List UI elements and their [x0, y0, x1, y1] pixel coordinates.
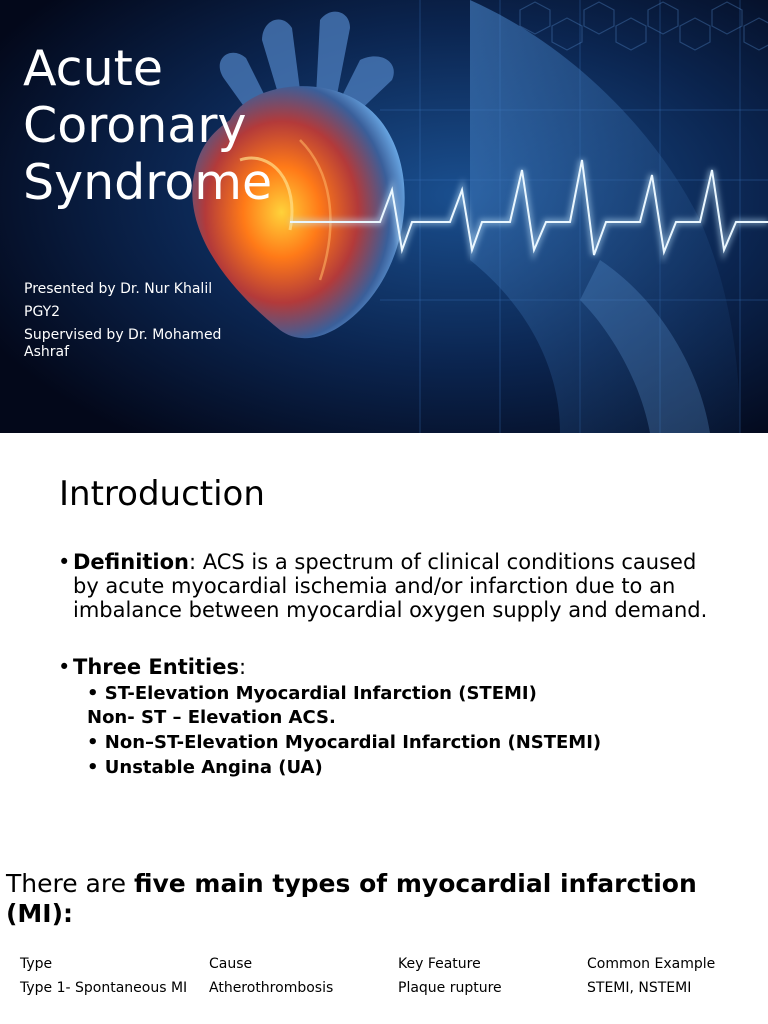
table-cell: Plaque rupture: [398, 980, 502, 996]
bullet-icon: •: [58, 655, 71, 679]
entity-non-st: Non- ST – Elevation ACS.: [87, 707, 336, 728]
presenter-info: [24, 281, 254, 367]
title-line: Acute: [23, 40, 164, 97]
mi-types-title: [6, 869, 768, 929]
entity-ua: • Unstable Angina (UA): [87, 757, 323, 778]
definition-bullet: [58, 550, 718, 622]
title-line: Syndrome: [23, 154, 273, 211]
entity-nstemi-text: Non–ST-Elevation Myocardial Infarction (NSTEMI): [104, 732, 602, 753]
header-cause: Cause: [209, 956, 253, 972]
presentation-title: [23, 40, 272, 211]
table-cell: Type 1- Spontaneous MI: [20, 980, 188, 996]
title-line: Coronary: [23, 97, 247, 154]
table-header-row: [12, 952, 768, 976]
entity-ua-text: Unstable Angina (UA): [104, 757, 323, 778]
definition-text: : ACS is a spectrum of clinical conditions caused by acute myocardial ischemia and/or infarction due to an imbalance between myocardial oxygen supply and demand.: [73, 550, 708, 622]
table-row: [12, 976, 768, 1000]
table-cell: STEMI, NSTEMI: [587, 980, 692, 996]
mi-title-prefix: There are: [6, 869, 134, 898]
presenter-name: Presented by Dr. Nur Khalil: [24, 281, 213, 297]
title-slide: [0, 0, 768, 433]
table-cell: Atherothrombosis: [209, 980, 334, 996]
entities-bullet: [58, 655, 718, 679]
bullet-icon: •: [58, 550, 71, 574]
header-common-example: Common Example: [587, 956, 716, 972]
supervisor-name: Supervised by Dr. Mohamed Ashraf: [24, 327, 222, 360]
header-key-feature: Key Feature: [398, 956, 481, 972]
presenter-level: PGY2: [24, 304, 61, 320]
entity-nstemi: • Non–ST-Elevation Myocardial Infarction (NSTEMI): [87, 732, 602, 753]
header-type: Type: [20, 956, 53, 972]
definition-label: Definition: [73, 550, 190, 574]
entities-colon: :: [238, 655, 247, 679]
entity-stemi-text: ST-Elevation Myocardial Infarction (STEMI): [104, 683, 537, 704]
entity-stemi: • ST-Elevation Myocardial Infarction (STEMI): [87, 683, 537, 704]
mi-title-bold: five main types of myocardial infarction (MI):: [6, 869, 697, 928]
entities-label: Three Entities: [73, 655, 239, 679]
mi-types-table: [12, 952, 768, 1000]
section-heading: Introduction: [59, 474, 265, 514]
